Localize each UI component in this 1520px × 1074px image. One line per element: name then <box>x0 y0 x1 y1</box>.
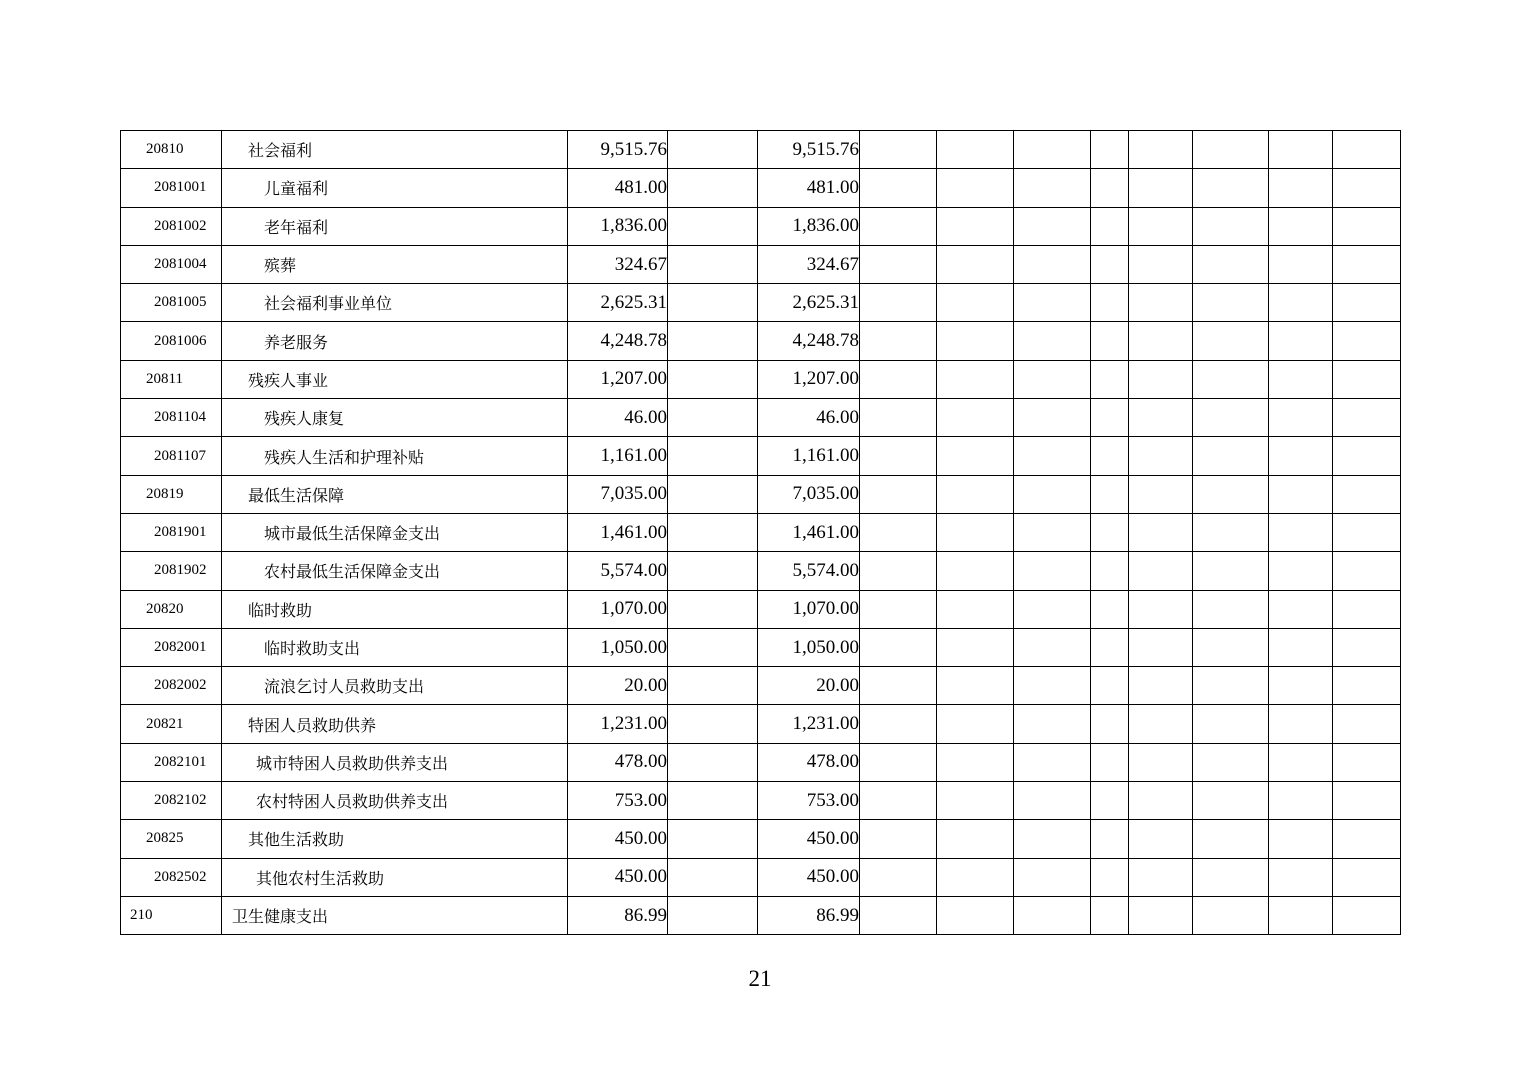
empty-cell <box>668 552 758 590</box>
table-row <box>121 896 1401 934</box>
empty-cell <box>1091 590 1129 628</box>
table-row <box>121 705 1401 743</box>
table-row <box>121 475 1401 513</box>
empty-cell <box>1129 322 1193 360</box>
empty-cell <box>937 360 1014 398</box>
subject-code-cell: 2082101 <box>121 743 222 781</box>
empty-cell <box>937 169 1014 207</box>
empty-cell <box>860 437 937 475</box>
table-row <box>121 667 1401 705</box>
subject-name-cell: 社会福利事业单位 <box>222 284 568 322</box>
empty-cell <box>1269 552 1333 590</box>
empty-cell <box>1269 169 1333 207</box>
general-budget-amount-cell: 478.00 <box>758 743 860 781</box>
empty-cell <box>1014 705 1091 743</box>
empty-cell <box>1333 399 1401 437</box>
empty-cell <box>860 590 937 628</box>
empty-cell <box>1014 399 1091 437</box>
empty-cell <box>1014 207 1091 245</box>
empty-cell <box>1333 245 1401 283</box>
empty-cell <box>937 705 1014 743</box>
empty-cell <box>1014 628 1091 666</box>
empty-cell <box>1333 590 1401 628</box>
subject-name-cell: 城市最低生活保障金支出 <box>222 513 568 551</box>
empty-cell <box>1091 782 1129 820</box>
empty-cell <box>1193 475 1269 513</box>
subject-name-cell: 卫生健康支出 <box>222 896 568 934</box>
empty-cell <box>937 322 1014 360</box>
empty-cell <box>860 743 937 781</box>
total-amount-cell: 20.00 <box>568 667 668 705</box>
subject-name-cell: 其他农村生活救助 <box>222 858 568 896</box>
empty-cell <box>1091 169 1129 207</box>
total-amount-cell: 450.00 <box>568 820 668 858</box>
empty-cell <box>1333 858 1401 896</box>
empty-cell <box>1129 131 1193 169</box>
empty-cell <box>668 437 758 475</box>
subject-code-cell: 2081104 <box>121 399 222 437</box>
budget-expenditure-table <box>120 130 1401 935</box>
empty-cell <box>668 820 758 858</box>
subject-name-cell: 残疾人康复 <box>222 399 568 437</box>
empty-cell <box>1333 207 1401 245</box>
empty-cell <box>1269 628 1333 666</box>
subject-code-cell: 2081107 <box>121 437 222 475</box>
empty-cell <box>1269 743 1333 781</box>
empty-cell <box>1333 552 1401 590</box>
empty-cell <box>668 245 758 283</box>
subject-name-cell: 临时救助 <box>222 590 568 628</box>
empty-cell <box>860 131 937 169</box>
subject-code-cell: 2081002 <box>121 207 222 245</box>
empty-cell <box>1091 705 1129 743</box>
empty-cell <box>1333 322 1401 360</box>
empty-cell <box>1129 437 1193 475</box>
table-row <box>121 513 1401 551</box>
empty-cell <box>1193 437 1269 475</box>
empty-cell <box>668 169 758 207</box>
total-amount-cell: 478.00 <box>568 743 668 781</box>
empty-cell <box>1014 437 1091 475</box>
subject-code-cell: 2082002 <box>121 667 222 705</box>
empty-cell <box>1091 360 1129 398</box>
empty-cell <box>1269 399 1333 437</box>
empty-cell <box>860 667 937 705</box>
empty-cell <box>937 896 1014 934</box>
empty-cell <box>937 820 1014 858</box>
empty-cell <box>1193 782 1269 820</box>
empty-cell <box>668 743 758 781</box>
empty-cell <box>1014 896 1091 934</box>
subject-code-cell: 20821 <box>121 705 222 743</box>
empty-cell <box>1091 667 1129 705</box>
empty-cell <box>1129 858 1193 896</box>
subject-code-cell: 20825 <box>121 820 222 858</box>
empty-cell <box>860 705 937 743</box>
empty-cell <box>668 322 758 360</box>
empty-cell <box>1129 245 1193 283</box>
empty-cell <box>860 360 937 398</box>
subject-name-cell: 最低生活保障 <box>222 475 568 513</box>
subject-name-cell: 其他生活救助 <box>222 820 568 858</box>
empty-cell <box>937 513 1014 551</box>
subject-code-cell: 210 <box>121 896 222 934</box>
empty-cell <box>1269 782 1333 820</box>
subject-code-cell: 2082502 <box>121 858 222 896</box>
total-amount-cell: 753.00 <box>568 782 668 820</box>
empty-cell <box>1193 284 1269 322</box>
subject-code-cell: 2081005 <box>121 284 222 322</box>
empty-cell <box>1129 513 1193 551</box>
table-row <box>121 399 1401 437</box>
total-amount-cell: 481.00 <box>568 169 668 207</box>
empty-cell <box>937 399 1014 437</box>
table-body <box>121 131 1401 935</box>
total-amount-cell: 1,207.00 <box>568 360 668 398</box>
empty-cell <box>1333 705 1401 743</box>
empty-cell <box>1014 667 1091 705</box>
general-budget-amount-cell: 1,231.00 <box>758 705 860 743</box>
empty-cell <box>1129 207 1193 245</box>
empty-cell <box>668 590 758 628</box>
empty-cell <box>1193 590 1269 628</box>
empty-cell <box>937 667 1014 705</box>
empty-cell <box>1333 782 1401 820</box>
empty-cell <box>937 782 1014 820</box>
empty-cell <box>1129 284 1193 322</box>
empty-cell <box>860 513 937 551</box>
empty-cell <box>1091 513 1129 551</box>
empty-cell <box>1269 245 1333 283</box>
total-amount-cell: 324.67 <box>568 245 668 283</box>
total-amount-cell: 1,461.00 <box>568 513 668 551</box>
empty-cell <box>1129 782 1193 820</box>
subject-code-cell: 2081004 <box>121 245 222 283</box>
empty-cell <box>860 858 937 896</box>
total-amount-cell: 450.00 <box>568 858 668 896</box>
empty-cell <box>937 552 1014 590</box>
empty-cell <box>668 896 758 934</box>
empty-cell <box>1129 705 1193 743</box>
total-amount-cell: 1,070.00 <box>568 590 668 628</box>
general-budget-amount-cell: 46.00 <box>758 399 860 437</box>
empty-cell <box>860 399 937 437</box>
empty-cell <box>1014 360 1091 398</box>
empty-cell <box>1269 360 1333 398</box>
empty-cell <box>1091 896 1129 934</box>
total-amount-cell: 46.00 <box>568 399 668 437</box>
empty-cell <box>1014 590 1091 628</box>
empty-cell <box>1193 399 1269 437</box>
table-row <box>121 284 1401 322</box>
empty-cell <box>1014 552 1091 590</box>
general-budget-amount-cell: 1,070.00 <box>758 590 860 628</box>
total-amount-cell: 1,836.00 <box>568 207 668 245</box>
subject-code-cell: 20820 <box>121 590 222 628</box>
empty-cell <box>860 169 937 207</box>
empty-cell <box>1193 743 1269 781</box>
empty-cell <box>937 131 1014 169</box>
empty-cell <box>937 590 1014 628</box>
empty-cell <box>937 475 1014 513</box>
empty-cell <box>1014 858 1091 896</box>
general-budget-amount-cell: 753.00 <box>758 782 860 820</box>
table-row <box>121 437 1401 475</box>
empty-cell <box>1091 131 1129 169</box>
empty-cell <box>1269 207 1333 245</box>
empty-cell <box>1333 475 1401 513</box>
empty-cell <box>1129 169 1193 207</box>
total-amount-cell: 5,574.00 <box>568 552 668 590</box>
empty-cell <box>668 360 758 398</box>
empty-cell <box>1129 820 1193 858</box>
empty-cell <box>860 284 937 322</box>
subject-name-cell: 城市特困人员救助供养支出 <box>222 743 568 781</box>
empty-cell <box>860 628 937 666</box>
general-budget-amount-cell: 5,574.00 <box>758 552 860 590</box>
general-budget-amount-cell: 2,625.31 <box>758 284 860 322</box>
table-row <box>121 743 1401 781</box>
empty-cell <box>1014 131 1091 169</box>
empty-cell <box>1129 667 1193 705</box>
empty-cell <box>937 284 1014 322</box>
empty-cell <box>1193 705 1269 743</box>
empty-cell <box>1333 896 1401 934</box>
empty-cell <box>937 743 1014 781</box>
empty-cell <box>1333 667 1401 705</box>
empty-cell <box>1091 207 1129 245</box>
empty-cell <box>1014 820 1091 858</box>
empty-cell <box>1269 858 1333 896</box>
table-row <box>121 628 1401 666</box>
total-amount-cell: 2,625.31 <box>568 284 668 322</box>
general-budget-amount-cell: 9,515.76 <box>758 131 860 169</box>
empty-cell <box>1014 169 1091 207</box>
subject-code-cell: 2081901 <box>121 513 222 551</box>
general-budget-amount-cell: 324.67 <box>758 245 860 283</box>
page-number: 21 <box>748 966 772 991</box>
general-budget-amount-cell: 20.00 <box>758 667 860 705</box>
empty-cell <box>1091 399 1129 437</box>
empty-cell <box>668 207 758 245</box>
empty-cell <box>1129 628 1193 666</box>
empty-cell <box>1269 667 1333 705</box>
empty-cell <box>1333 513 1401 551</box>
empty-cell <box>1193 207 1269 245</box>
general-budget-amount-cell: 4,248.78 <box>758 322 860 360</box>
empty-cell <box>1193 552 1269 590</box>
total-amount-cell: 9,515.76 <box>568 131 668 169</box>
total-amount-cell: 1,050.00 <box>568 628 668 666</box>
table-row <box>121 245 1401 283</box>
empty-cell <box>1014 322 1091 360</box>
empty-cell <box>1269 131 1333 169</box>
empty-cell <box>1014 782 1091 820</box>
total-amount-cell: 86.99 <box>568 896 668 934</box>
empty-cell <box>1091 245 1129 283</box>
empty-cell <box>1129 896 1193 934</box>
general-budget-amount-cell: 7,035.00 <box>758 475 860 513</box>
subject-code-cell: 2082001 <box>121 628 222 666</box>
empty-cell <box>860 820 937 858</box>
table-row <box>121 590 1401 628</box>
subject-name-cell: 临时救助支出 <box>222 628 568 666</box>
empty-cell <box>1193 667 1269 705</box>
empty-cell <box>1091 858 1129 896</box>
general-budget-amount-cell: 1,161.00 <box>758 437 860 475</box>
empty-cell <box>937 245 1014 283</box>
subject-name-cell: 农村特困人员救助供养支出 <box>222 782 568 820</box>
empty-cell <box>1269 322 1333 360</box>
general-budget-amount-cell: 450.00 <box>758 858 860 896</box>
table-row <box>121 782 1401 820</box>
empty-cell <box>1193 896 1269 934</box>
empty-cell <box>1269 475 1333 513</box>
general-budget-amount-cell: 1,050.00 <box>758 628 860 666</box>
subject-name-cell: 殡葬 <box>222 245 568 283</box>
empty-cell <box>1333 284 1401 322</box>
empty-cell <box>1129 360 1193 398</box>
subject-name-cell: 农村最低生活保障金支出 <box>222 552 568 590</box>
subject-name-cell: 养老服务 <box>222 322 568 360</box>
empty-cell <box>1269 437 1333 475</box>
empty-cell <box>668 131 758 169</box>
empty-cell <box>1091 437 1129 475</box>
subject-name-cell: 社会福利 <box>222 131 568 169</box>
empty-cell <box>668 399 758 437</box>
subject-code-cell: 20810 <box>121 131 222 169</box>
table-row <box>121 131 1401 169</box>
total-amount-cell: 7,035.00 <box>568 475 668 513</box>
empty-cell <box>1014 284 1091 322</box>
subject-name-cell: 残疾人生活和护理补贴 <box>222 437 568 475</box>
empty-cell <box>860 782 937 820</box>
empty-cell <box>860 552 937 590</box>
subject-code-cell: 2082102 <box>121 782 222 820</box>
empty-cell <box>668 513 758 551</box>
empty-cell <box>1129 475 1193 513</box>
empty-cell <box>1333 360 1401 398</box>
general-budget-amount-cell: 1,461.00 <box>758 513 860 551</box>
subject-name-cell: 特困人员救助供养 <box>222 705 568 743</box>
table-row <box>121 207 1401 245</box>
empty-cell <box>668 284 758 322</box>
empty-cell <box>1014 513 1091 551</box>
total-amount-cell: 1,161.00 <box>568 437 668 475</box>
empty-cell <box>668 475 758 513</box>
empty-cell <box>1091 628 1129 666</box>
empty-cell <box>1091 820 1129 858</box>
empty-cell <box>1193 131 1269 169</box>
empty-cell <box>1333 628 1401 666</box>
empty-cell <box>937 437 1014 475</box>
subject-code-cell: 2081001 <box>121 169 222 207</box>
empty-cell <box>1014 743 1091 781</box>
empty-cell <box>668 667 758 705</box>
subject-code-cell: 2081006 <box>121 322 222 360</box>
total-amount-cell: 4,248.78 <box>568 322 668 360</box>
empty-cell <box>1269 284 1333 322</box>
empty-cell <box>937 858 1014 896</box>
subject-name-cell: 流浪乞讨人员救助支出 <box>222 667 568 705</box>
empty-cell <box>1269 896 1333 934</box>
table-row <box>121 552 1401 590</box>
general-budget-amount-cell: 1,207.00 <box>758 360 860 398</box>
empty-cell <box>1193 628 1269 666</box>
empty-cell <box>1014 245 1091 283</box>
empty-cell <box>860 207 937 245</box>
empty-cell <box>1269 590 1333 628</box>
empty-cell <box>1333 437 1401 475</box>
empty-cell <box>1333 820 1401 858</box>
table-row <box>121 360 1401 398</box>
empty-cell <box>1129 552 1193 590</box>
empty-cell <box>1129 399 1193 437</box>
empty-cell <box>1129 743 1193 781</box>
empty-cell <box>668 782 758 820</box>
empty-cell <box>860 896 937 934</box>
general-budget-amount-cell: 481.00 <box>758 169 860 207</box>
general-budget-amount-cell: 450.00 <box>758 820 860 858</box>
table-row <box>121 322 1401 360</box>
subject-name-cell: 老年福利 <box>222 207 568 245</box>
empty-cell <box>860 245 937 283</box>
empty-cell <box>1193 169 1269 207</box>
empty-cell <box>1193 513 1269 551</box>
empty-cell <box>668 705 758 743</box>
empty-cell <box>1014 475 1091 513</box>
empty-cell <box>668 858 758 896</box>
empty-cell <box>1091 322 1129 360</box>
empty-cell <box>860 475 937 513</box>
empty-cell <box>668 628 758 666</box>
general-budget-amount-cell: 86.99 <box>758 896 860 934</box>
empty-cell <box>937 628 1014 666</box>
empty-cell <box>1269 820 1333 858</box>
empty-cell <box>1193 858 1269 896</box>
subject-name-cell: 儿童福利 <box>222 169 568 207</box>
empty-cell <box>1193 360 1269 398</box>
table-row <box>121 820 1401 858</box>
empty-cell <box>1091 284 1129 322</box>
empty-cell <box>1269 705 1333 743</box>
subject-code-cell: 20819 <box>121 475 222 513</box>
subject-name-cell: 残疾人事业 <box>222 360 568 398</box>
empty-cell <box>860 322 937 360</box>
empty-cell <box>1333 169 1401 207</box>
empty-cell <box>1269 513 1333 551</box>
table-row <box>121 858 1401 896</box>
empty-cell <box>1193 245 1269 283</box>
empty-cell <box>937 207 1014 245</box>
empty-cell <box>1193 820 1269 858</box>
total-amount-cell: 1,231.00 <box>568 705 668 743</box>
table-row <box>121 169 1401 207</box>
empty-cell <box>1193 322 1269 360</box>
subject-code-cell: 20811 <box>121 360 222 398</box>
empty-cell <box>1129 590 1193 628</box>
empty-cell <box>1091 552 1129 590</box>
subject-code-cell: 2081902 <box>121 552 222 590</box>
empty-cell <box>1091 475 1129 513</box>
empty-cell <box>1333 131 1401 169</box>
empty-cell <box>1333 743 1401 781</box>
general-budget-amount-cell: 1,836.00 <box>758 207 860 245</box>
empty-cell <box>1091 743 1129 781</box>
